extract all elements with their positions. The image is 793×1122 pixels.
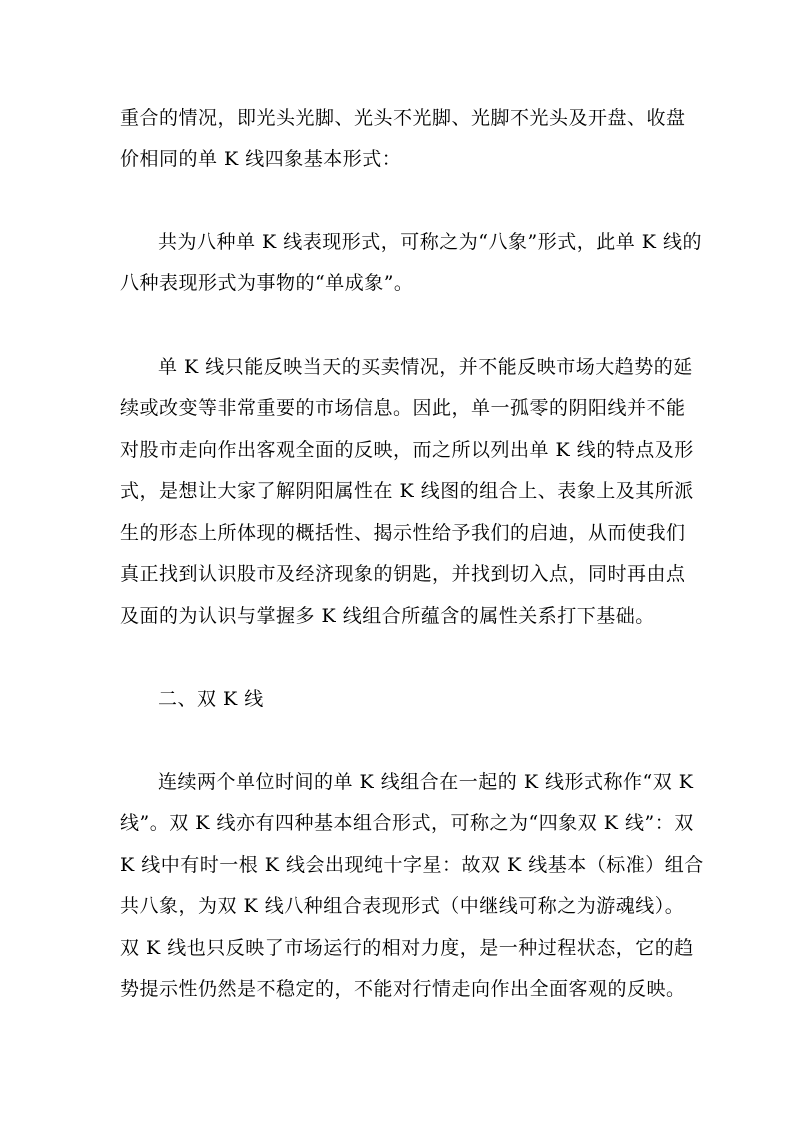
paragraph-line: 式，是想让大家了解阴阳属性在 K 线图的组合上、表象上及其所派 xyxy=(120,480,694,502)
paragraph-line: 八种表现形式为事物的“单成象”。 xyxy=(120,272,414,294)
paragraph-line: 单 K 线只能反映当天的买卖情况，并不能反映市场大趋势的延 xyxy=(158,356,693,378)
paragraph-line: 双 K 线也只反映了市场运行的相对力度，是一种过程状态，它的趋 xyxy=(120,937,694,959)
paragraph-line: 对股市走向作出客观全面的反映，而之所以列出单 K 线的特点及形 xyxy=(120,439,694,461)
paragraph-line: 价相同的单 K 线四象基本形式： xyxy=(120,148,402,170)
paragraph-line: 及面的为认识与掌握多 K 线组合所蕴含的属性关系打下基础。 xyxy=(120,605,655,627)
paragraph-line: 势提示性仍然是不稳定的，不能对行情走向作出全面客观的反映。 xyxy=(120,978,686,1000)
paragraph-line: 生的形态上所体现的概括性、揭示性给予我们的启迪，从而使我们 xyxy=(120,522,686,544)
paragraph-line: 线”。双 K 线亦有四种基本组合形式，可称之为“四象双 K 线”：双 xyxy=(120,812,694,834)
paragraph-line: 共为八种单 K 线表现形式，可称之为“八象”形式，此单 K 线的 xyxy=(158,231,702,253)
paragraph-line: 重合的情况，即光头光脚、光头不光脚、光脚不光头及开盘、收盘 xyxy=(120,107,686,129)
paragraph-line: 连续两个单位时间的单 K 线组合在一起的 K 线形式称作“双 K xyxy=(158,771,694,793)
paragraph-line: K 线中有时一根 K 线会出现纯十字星：故双 K 线基本（标准）组合 xyxy=(120,854,704,876)
section-heading: 二、双 K 线 xyxy=(158,688,264,710)
paragraph-line: 共八象，为双 K 线八种组合表现形式（中继线可称之为游魂线）。 xyxy=(120,895,685,917)
paragraph-line: 续或改变等非常重要的市场信息。因此，单一孤零的阴阳线并不能 xyxy=(120,397,686,419)
paragraph-line: 真正找到认识股市及经济现象的钥匙，并找到切入点，同时再由点 xyxy=(120,563,686,585)
